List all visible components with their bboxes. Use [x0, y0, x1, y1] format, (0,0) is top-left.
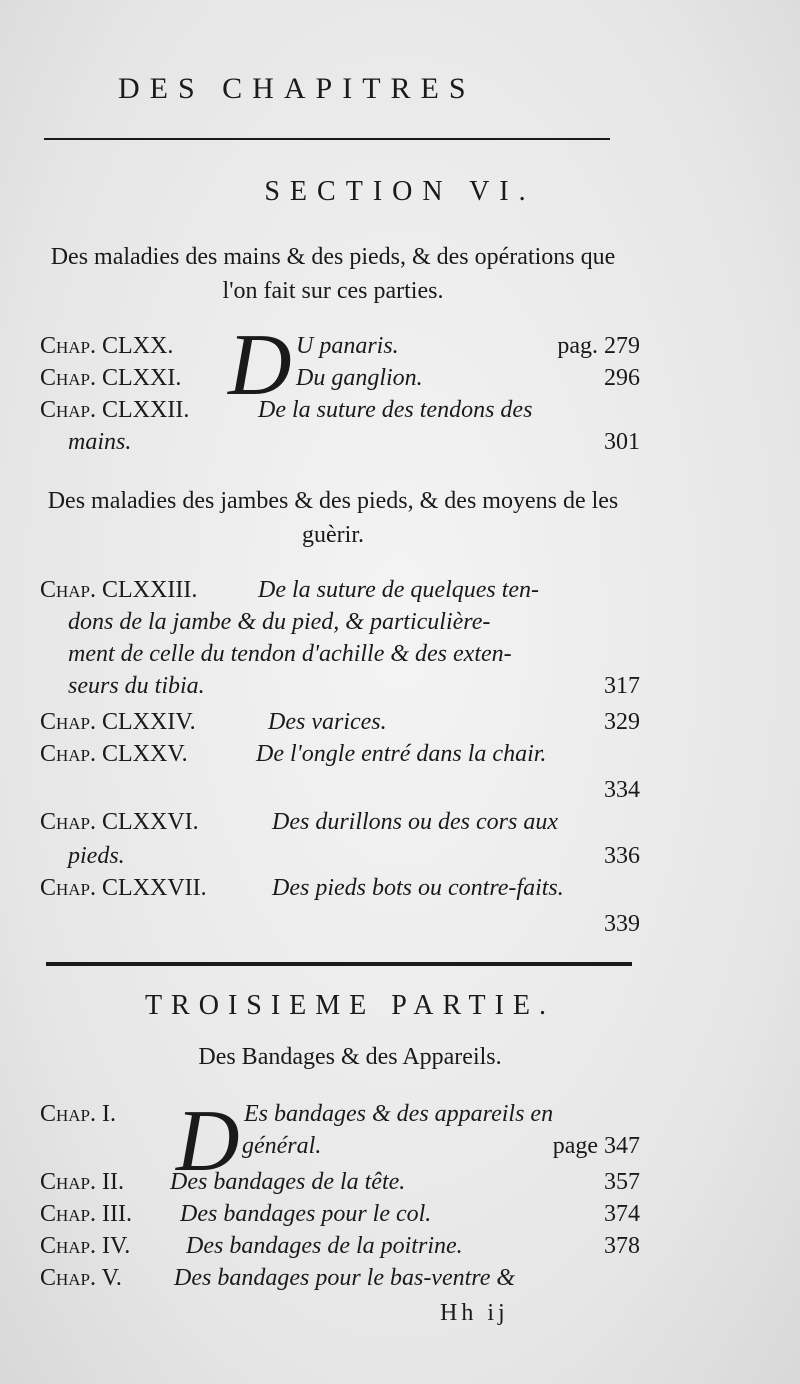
- chapter-title: Du ganglion.: [296, 365, 423, 391]
- page-number: 339: [604, 911, 640, 937]
- chapter-title: De la suture de quelques ten-: [258, 577, 540, 603]
- chapter-title: De la suture des tendons des: [258, 397, 533, 423]
- header-rule: [44, 138, 610, 140]
- chapter-title: Des bandages pour le col.: [180, 1201, 432, 1227]
- chapter-title: ment de celle du tendon d'achille & des exten-: [68, 641, 512, 667]
- chapter-title: pieds.: [68, 843, 125, 869]
- chapter-title: De l'ongle entré dans la chair.: [256, 741, 547, 767]
- toc-entry: [40, 1230, 640, 1262]
- page-number: 357: [604, 1169, 640, 1195]
- chapter-title: U panaris.: [296, 333, 399, 359]
- chapter-number: Chap. CLXXVI.: [40, 809, 199, 835]
- chapter-number: Chap. CLXXV.: [40, 741, 188, 767]
- page-number: pag. 279: [557, 333, 640, 359]
- chapter-title: mains.: [68, 429, 132, 455]
- chapter-number: Chap. CLXXI.: [40, 365, 182, 391]
- running-head: DES CHAPITRES: [118, 72, 476, 105]
- chapter-title: Des bandages de la poitrine.: [186, 1233, 463, 1259]
- page-number: page 347: [552, 1133, 640, 1159]
- page-number: 374: [604, 1201, 640, 1227]
- chapter-number: Chap. CLXX.: [40, 333, 174, 359]
- chapter-number: Chap. CLXXIV.: [40, 709, 196, 735]
- toc-entry: [40, 738, 640, 770]
- toc-entry: [40, 872, 640, 904]
- chapter-title: Des durillons ou des cors aux: [272, 809, 558, 835]
- page-number: 317: [604, 673, 640, 699]
- toc-entry: [40, 574, 640, 606]
- toc-entry: [40, 706, 640, 738]
- section-intro: Des maladies des mains & des pieds, & des opérations que l'on fait sur ces parties.: [50, 244, 616, 304]
- page-number: 296: [604, 365, 640, 391]
- toc-entry: [40, 1262, 640, 1294]
- chapter-number: Chap. II.: [40, 1169, 125, 1195]
- signature-mark: Hh ij: [440, 1300, 509, 1326]
- drop-cap: D: [176, 1093, 240, 1190]
- chapter-number: Chap. I.: [40, 1101, 117, 1127]
- toc-entry: [40, 362, 640, 394]
- toc-entry: [40, 1098, 640, 1130]
- page-number: 378: [604, 1233, 640, 1259]
- chapter-title: Des varices.: [268, 709, 387, 735]
- page-number: 334: [604, 777, 640, 803]
- section-title: SECTION VI.: [264, 176, 536, 207]
- chapter-number: Chap. CLXXIII.: [40, 577, 198, 603]
- drop-cap: D: [228, 317, 292, 414]
- chapter-title: dons de la jambe & du pied, & particulière-: [68, 609, 491, 635]
- subsection-intro: Des maladies des jambes & des pieds, & des moyens de les guèrir.: [47, 488, 619, 548]
- chapter-title: Es bandages & des appareils en: [244, 1101, 554, 1127]
- chapter-number: Chap. IV.: [40, 1233, 131, 1259]
- chapter-number: Chap. V.: [40, 1265, 122, 1291]
- toc-entry: [40, 1166, 640, 1198]
- chapter-number: Chap. III.: [40, 1201, 132, 1227]
- chapter-title: Des bandages de la tête.: [170, 1169, 406, 1195]
- page-number: 336: [604, 843, 640, 869]
- chapter-title: général.: [242, 1133, 322, 1159]
- toc-entry: [40, 1198, 640, 1230]
- chapter-number: Chap. CLXXVII.: [40, 875, 207, 901]
- part-subtitle: Des Bandages & des Appareils.: [198, 1044, 502, 1070]
- chapter-title: Des pieds bots ou contre-faits.: [272, 875, 564, 901]
- part-rule: [46, 962, 632, 966]
- page-number: 301: [604, 429, 640, 455]
- toc-entry: [40, 806, 640, 838]
- chapter-title: seurs du tibia.: [68, 673, 205, 699]
- toc-entry: [40, 330, 640, 362]
- chapter-number: Chap. CLXXII.: [40, 397, 190, 423]
- chapter-title: Des bandages pour le bas-ventre &: [174, 1265, 516, 1291]
- toc-entry: [40, 394, 640, 426]
- part-title: TROISIEME PARTIE.: [144, 990, 556, 1021]
- page-number: 329: [604, 709, 640, 735]
